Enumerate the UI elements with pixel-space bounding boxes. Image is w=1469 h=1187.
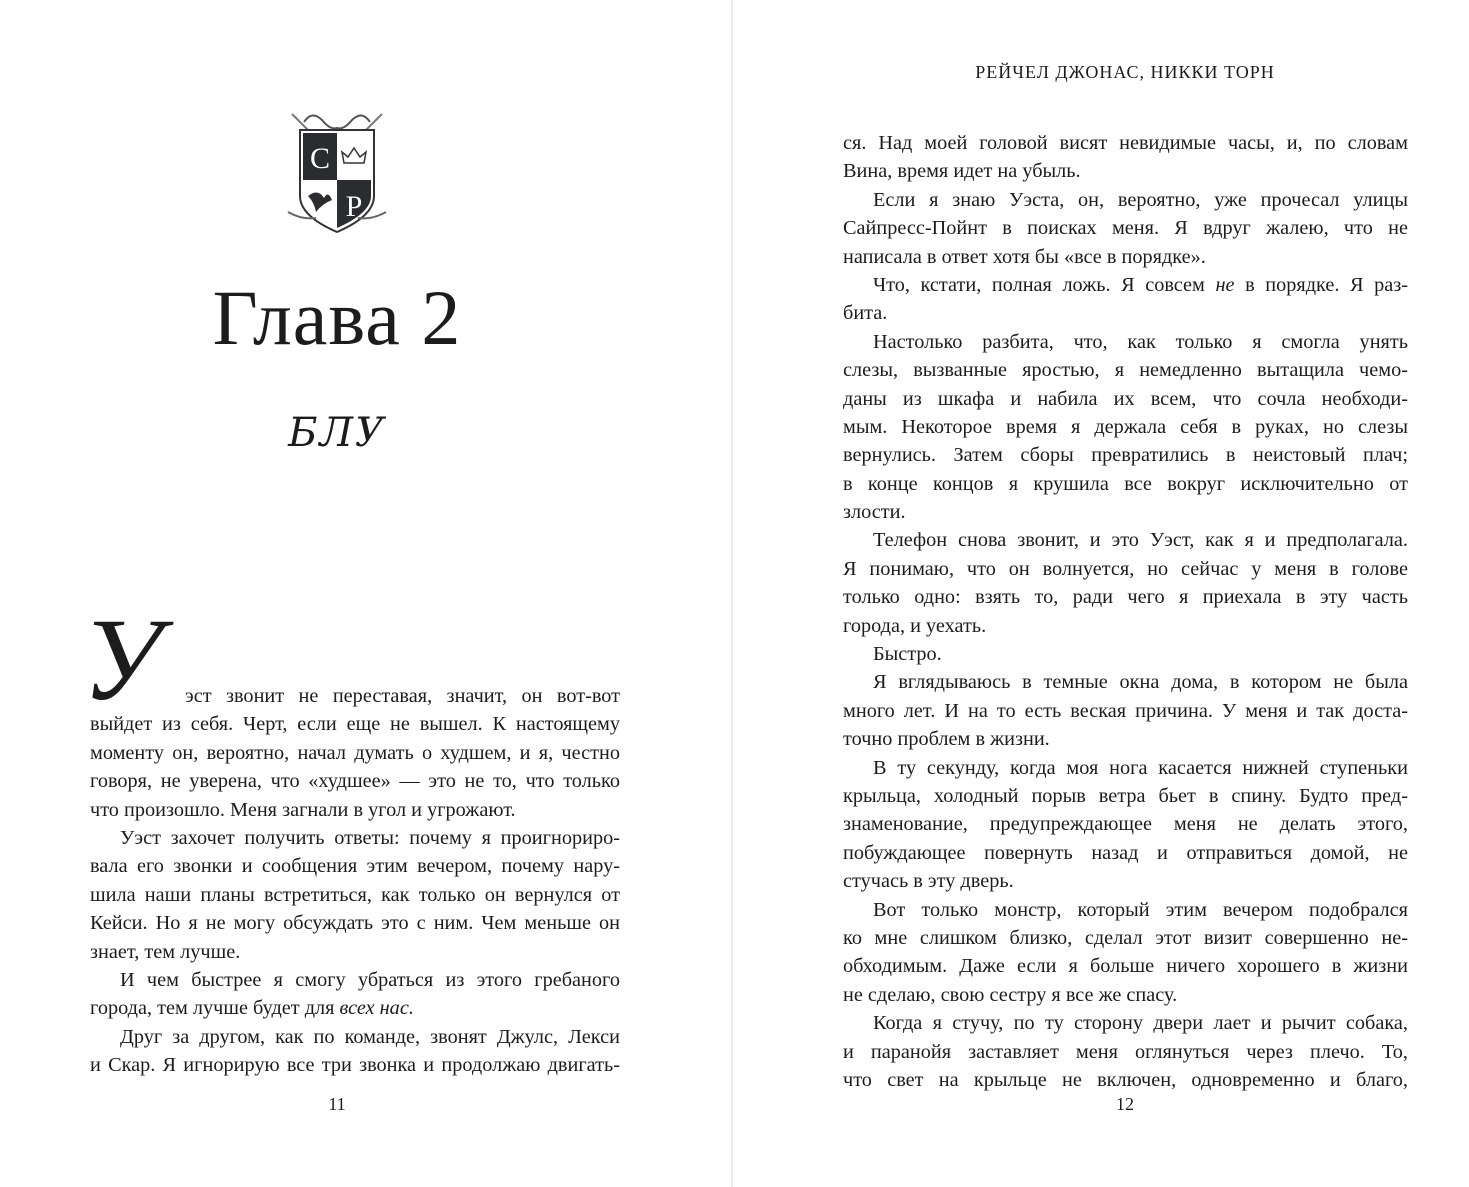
text-line — [90, 1023, 620, 1051]
right-page — [733, 0, 1469, 1187]
text-line — [843, 129, 1408, 157]
text-line — [843, 214, 1408, 242]
text-line — [843, 555, 1408, 583]
text-line — [90, 710, 620, 738]
text-line — [843, 668, 1408, 696]
line-text: что произошло. Меня загнали в угол и угрожают. — [90, 798, 516, 821]
text-line — [843, 157, 1408, 185]
line-text: в конце концов я крушила все вокруг исключительно от — [843, 472, 1408, 495]
text-line — [843, 952, 1408, 980]
line-text: говоря, не уверена, что «худшее» — это не то, что только — [90, 770, 620, 793]
line-text: Когда я стучу, по ту сторону двери лает и рычит собака, — [873, 1012, 1408, 1035]
line-text: вернулись. Затем сборы превратились в неистовый плач; — [843, 444, 1408, 467]
text-line — [90, 994, 620, 1022]
text-line — [90, 767, 620, 795]
italic-text: не — [1215, 273, 1235, 296]
text-line — [843, 583, 1408, 611]
line-text: В ту секунду, когда моя нога касается нижней ступеньки — [873, 756, 1408, 779]
line-text: даны из шкафа и набила их всем, что сочла необходи- — [843, 387, 1408, 410]
text-line — [90, 966, 620, 994]
line-text: Вот только монстр, который этим вечером подобрался — [873, 898, 1408, 921]
line-text: выйдет из себя. Черт, если еще не вышел. К настоящему — [90, 713, 620, 736]
text-line — [843, 640, 1408, 668]
line-text: много лет. И на то есть веская причина. У меня и так доста- — [843, 699, 1408, 722]
text-line — [90, 824, 620, 852]
line-text: города, тем лучше будет для — [90, 997, 340, 1020]
line-text: злости. — [843, 501, 906, 524]
text-line — [843, 1066, 1408, 1094]
text-line — [90, 739, 620, 767]
chapter-subtitle: БЛУ — [288, 410, 386, 456]
text-line — [843, 299, 1408, 327]
text-line — [843, 498, 1408, 526]
crest-letter-c: C — [309, 142, 331, 175]
line-text: слезы, вызванные яростью, я немедленно вытащила чемо- — [843, 359, 1408, 382]
line-text: ко мне слишком близко, сделал этот визит совершенно не- — [843, 926, 1408, 949]
text-line — [90, 796, 620, 824]
text-line — [843, 839, 1408, 867]
text-line — [843, 413, 1408, 441]
line-text: Телефон снова звонит, и это Уэст, как я и предполагала. — [873, 529, 1408, 552]
line-text: Если я знаю Уэста, он, вероятно, уже прочесал улицы — [873, 188, 1408, 211]
line-text: написала в ответ хотя бы «все в порядке». — [843, 245, 1206, 268]
text-line — [843, 754, 1408, 782]
line-text: стучась в эту дверь. — [843, 870, 1014, 893]
text-line — [843, 186, 1408, 214]
line-text: моменту он, вероятно, начал думать о худшем, и я, честно — [90, 741, 620, 764]
line-text: бита. — [843, 302, 888, 325]
page-number: 12 — [1116, 1094, 1134, 1114]
text-line — [843, 725, 1408, 753]
text-line — [90, 852, 620, 880]
line-text: точно проблем в жизни. — [843, 728, 1050, 751]
text-line — [90, 1051, 620, 1079]
text-line — [843, 328, 1408, 356]
text-line — [843, 470, 1408, 498]
text-line — [843, 810, 1408, 838]
line-text: знаменование, предупреждающее меня не делать этого, — [843, 813, 1408, 836]
line-text: эст звонит не переставая, значит, он вот-вот — [185, 685, 620, 707]
line-text: Что, кстати, полная ложь. Я совсем — [873, 273, 1216, 296]
running-head: РЕЙЧЕЛ ДЖОНАС, НИККИ ТОРН — [975, 62, 1275, 82]
chapter-title: Глава 2 — [212, 274, 462, 361]
line-text: Я понимаю, что он волнуется, но сейчас у меня в голове — [843, 557, 1408, 580]
text-line — [843, 981, 1408, 1009]
line-text: и паранойя заставляет меня оглянуться через плечо. То, — [843, 1040, 1408, 1063]
text-line — [843, 271, 1408, 299]
text-line — [843, 1038, 1408, 1066]
text-line — [843, 243, 1408, 271]
text-line — [843, 385, 1408, 413]
line-text: не сделаю, свою сестру я все же спасу. — [843, 983, 1178, 1006]
text-line — [843, 896, 1408, 924]
text-line — [90, 938, 620, 966]
crest-logo-icon — [282, 108, 392, 236]
left-page — [0, 0, 732, 1187]
line-text: побуждающее повернуть назад и отправиться домой, не — [843, 841, 1408, 864]
line-text: Сайпресс-Пойнт в поисках меня. Я вдруг жалею, что не — [843, 217, 1408, 240]
text-line — [90, 909, 620, 937]
line-text: Я вглядываюсь в темные окна дома, в котором не была — [873, 671, 1408, 694]
page-number: 11 — [328, 1094, 346, 1114]
line-text: вала его звонки и сообщения этим вечером, почему нару- — [90, 855, 620, 878]
body-text — [843, 129, 1408, 1094]
line-text: ся. Над моей головой висят невидимые часы, и, по словам — [843, 132, 1408, 154]
line-text: только одно: взять то, ради чего я приехала в эту часть — [843, 586, 1408, 609]
text-line — [843, 697, 1408, 725]
text-line — [843, 612, 1408, 640]
text-line — [843, 867, 1408, 895]
drop-cap: У — [82, 594, 162, 725]
text-line — [90, 682, 620, 710]
line-text: Настолько разбита, что, как только я смогла унять — [873, 330, 1408, 353]
line-text: что свет на крыльце не включен, одновременно и благо, — [843, 1068, 1408, 1091]
line-text: и Скар. Я игнорирую все три звонка и продолжаю двигать- — [90, 1054, 620, 1077]
text-line — [843, 441, 1408, 469]
text-line — [90, 881, 620, 909]
line-text: Кейси. Но я не могу обсуждать это с ним. Чем меньше он — [90, 912, 620, 935]
italic-text: всех нас. — [339, 997, 414, 1020]
line-text: крыльца, холодный порыв ветра бьет в спину. Будто пред- — [843, 784, 1408, 807]
line-text: шила наши планы встретиться, как только он вернулся от — [90, 883, 620, 906]
text-line — [843, 782, 1408, 810]
line-text: мым. Некоторое время я держала себя в руках, но слезы — [843, 415, 1408, 438]
line-text: обходимым. Даже если я больше ничего хорошего в жизни — [843, 955, 1408, 978]
text-line — [843, 356, 1408, 384]
body-text — [90, 682, 620, 1079]
crest-letter-p: P — [345, 190, 363, 223]
line-text: знает, тем лучше. — [90, 940, 241, 963]
line-text: Быстро. — [873, 643, 942, 666]
line-text: Уэст захочет получить ответы: почему я проигнориро- — [120, 826, 620, 849]
line-text: И чем быстрее я смогу убраться из этого гребаного — [120, 968, 620, 991]
line-text: Вина, время идет на убыль. — [843, 160, 1081, 183]
text-line — [843, 924, 1408, 952]
line-text: в порядке. Я раз- — [1234, 273, 1409, 296]
line-text: города, и уехать. — [843, 614, 987, 637]
text-line — [843, 1009, 1408, 1037]
text-line — [843, 526, 1408, 554]
line-text: Друг за другом, как по команде, звонят Джулс, Лекси — [120, 1025, 620, 1048]
